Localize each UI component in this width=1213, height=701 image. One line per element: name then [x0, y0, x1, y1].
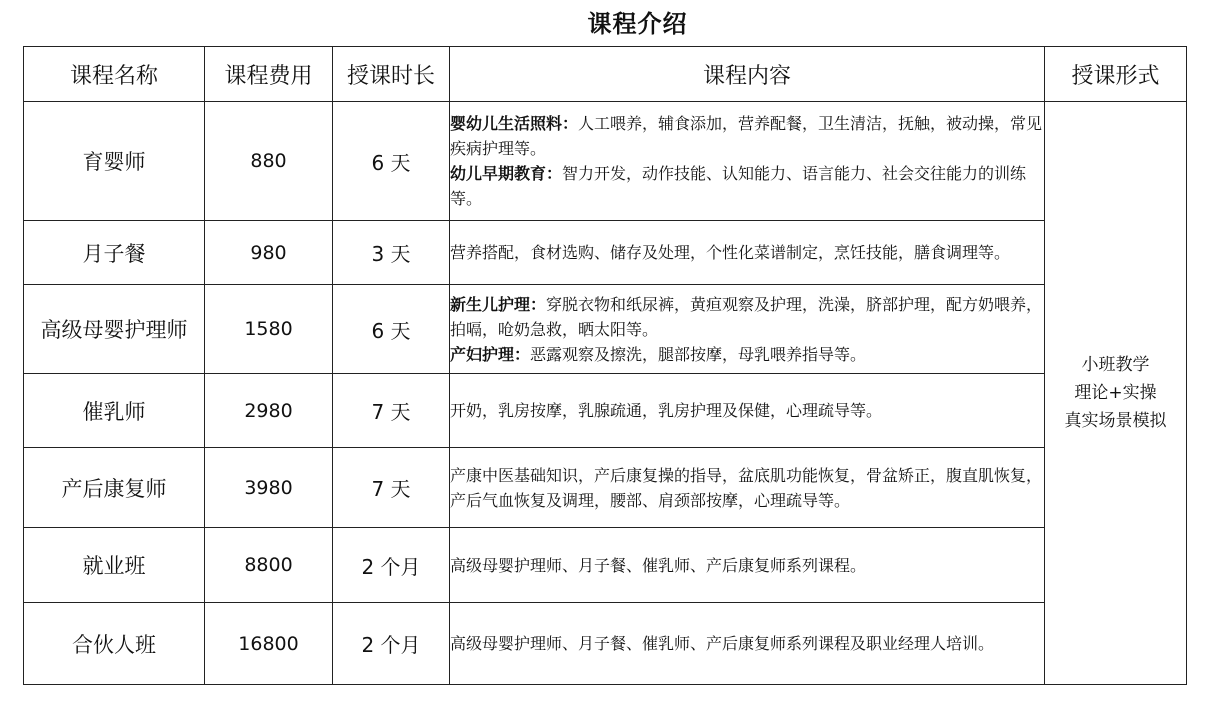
course-name: 催乳师 [24, 374, 205, 448]
course-duration: 6 天 [333, 102, 450, 221]
course-fee: 1580 [205, 285, 333, 374]
header-course-content: 课程内容 [450, 47, 1045, 102]
content-text: 人工喂养，辅食添加，营养配餐，卫生清洁，抚触，被动操，常见疾病护理等。 [450, 114, 1043, 158]
header-teaching-form: 授课形式 [1045, 47, 1187, 102]
content-heading: 新生儿护理： [450, 294, 547, 314]
content-heading: 产妇护理： [450, 344, 531, 364]
course-name: 高级母婴护理师 [24, 285, 205, 374]
content-text: 恶露观察及擦洗，腿部按摩，母乳喂养指导等。 [530, 344, 867, 364]
course-content [450, 102, 1045, 221]
table-row [24, 448, 1187, 528]
course-duration: 2 个月 [333, 528, 450, 603]
course-fee: 2980 [205, 374, 333, 448]
content-text: 穿脱衣物和纸尿裤，黄疸观察及护理，洗澡，脐部护理，配方奶喂养，拍嗝，呛奶急救，晒太阳等。 [450, 294, 1043, 339]
course-content [450, 221, 1045, 285]
content-paragraph [450, 111, 1044, 161]
course-content [450, 603, 1045, 685]
content-heading: 幼儿早期教育： [450, 164, 563, 183]
header-course-name: 课程名称 [24, 47, 205, 102]
course-name: 合伙人班 [24, 603, 205, 685]
content-heading: 婴幼儿生活照料： [450, 114, 579, 133]
table-row [24, 221, 1187, 285]
course-duration: 3 天 [333, 221, 450, 285]
course-fee: 880 [205, 102, 333, 221]
table-row [24, 285, 1187, 374]
table-row [24, 102, 1187, 221]
page-title: 课程介绍 [587, 10, 688, 38]
table-row [24, 603, 1187, 685]
teaching-form-line: 真实场景模拟 [1064, 411, 1167, 431]
course-content [450, 448, 1045, 528]
teaching-form-line: 理论+实操 [1074, 383, 1157, 403]
table-row [24, 528, 1187, 603]
course-name: 月子餐 [24, 221, 205, 285]
content-text: 营养搭配，食材选购、储存及处理，个性化菜谱制定，烹饪技能，膳食调理等。 [450, 243, 1011, 262]
content-text: 高级母婴护理师、月子餐、催乳师、产后康复师系列课程及职业经理人培训。 [450, 634, 995, 653]
course-fee: 16800 [205, 603, 333, 685]
table-header-row [24, 47, 1187, 102]
table-row [24, 374, 1187, 448]
course-fee: 980 [205, 221, 333, 285]
course-duration: 6 天 [333, 285, 450, 374]
course-fee: 3980 [205, 448, 333, 528]
course-name: 育婴师 [24, 102, 205, 221]
course-duration: 2 个月 [333, 603, 450, 685]
course-table [23, 46, 1187, 685]
content-text: 智力开发，动作技能、认知能力、语言能力、社会交往能力的训练等。 [450, 164, 1027, 208]
course-name: 产后康复师 [24, 448, 205, 528]
course-name: 就业班 [24, 528, 205, 603]
header-course-fee: 课程费用 [205, 47, 333, 102]
teaching-form-line: 小班教学 [1081, 355, 1150, 375]
course-content [450, 528, 1045, 603]
course-content [450, 374, 1045, 448]
content-text: 开奶，乳房按摩，乳腺疏通，乳房护理及保健，心理疏导等。 [450, 401, 883, 420]
course-duration: 7 天 [333, 448, 450, 528]
teaching-form [1045, 102, 1187, 685]
content-text: 产康中医基础知识，产后康复操的指导，盆底肌功能恢复，骨盆矫正，腹直肌恢复，产后气血恢复及调理，腰部、肩颈部按摩，心理疏导等。 [450, 465, 1043, 510]
course-duration: 7 天 [333, 374, 450, 448]
course-content [450, 285, 1045, 374]
content-paragraph [450, 342, 1044, 367]
header-duration: 授课时长 [333, 47, 450, 102]
content-paragraph [450, 292, 1044, 342]
course-fee: 8800 [205, 528, 333, 603]
content-paragraph [450, 161, 1044, 211]
content-text: 高级母婴护理师、月子餐、催乳师、产后康复师系列课程。 [450, 555, 867, 575]
